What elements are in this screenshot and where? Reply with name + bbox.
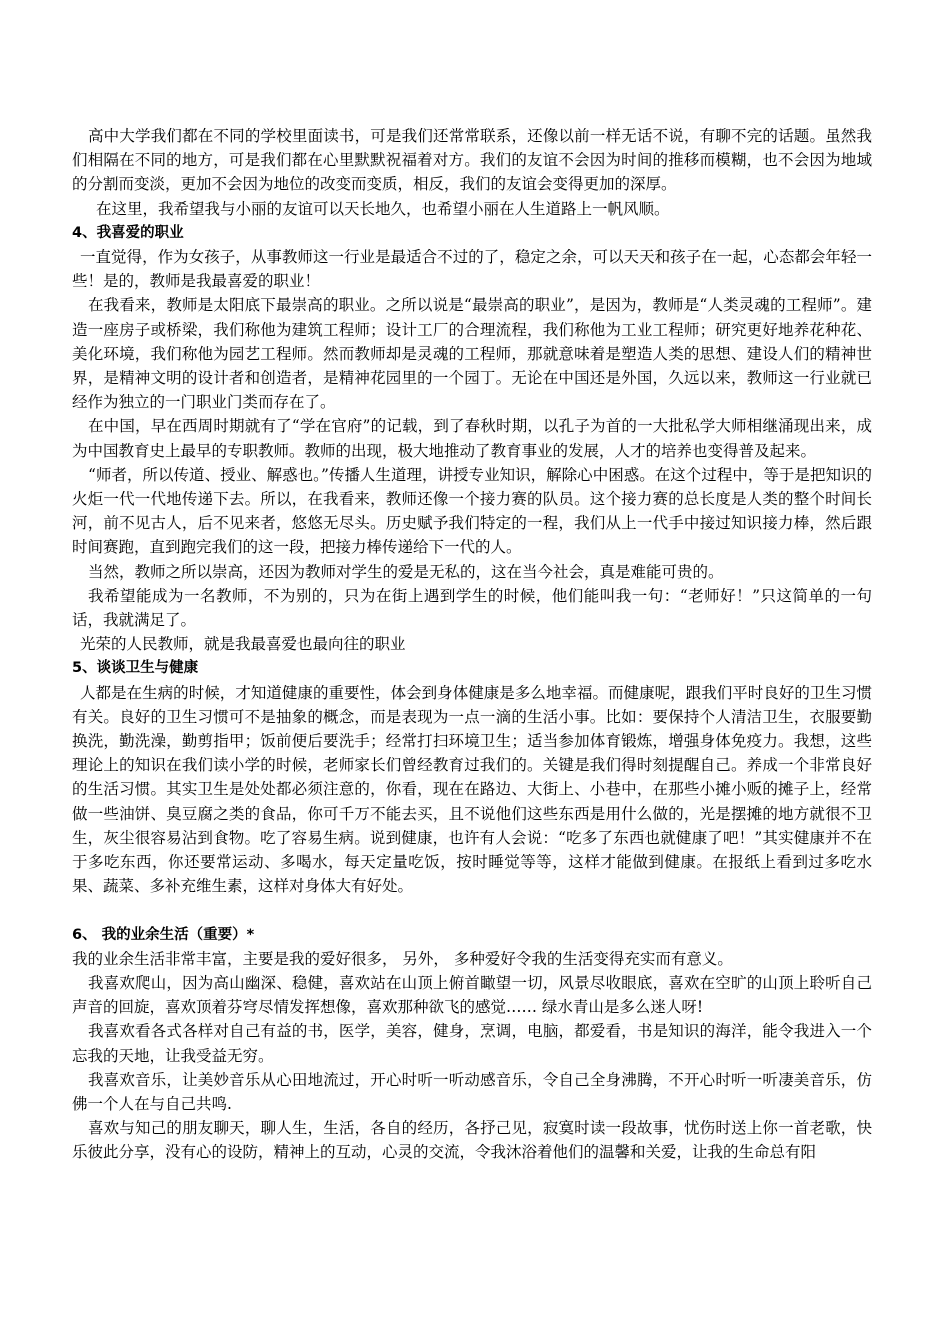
- section-6-paragraph: 喜欢与知己的朋友聊天，聊人生，生活，各自的经历，各抒己见，寂寞时读一段故事，忧伤时送上你一首老歌，快乐彼此分享，没有心的设防，精神上的互动，心灵的交流，令我沐浴着他们的温馨和关爱，让我的生命总有阳: [72, 1119, 872, 1162]
- section-4-paragraph: 当然，教师之所以崇高，还因为教师对学生的爱是无私的，这在当今社会，真是难能可贵的。: [88, 562, 724, 581]
- section-4-paragraph: 在我看来，教师是太阳底下最崇高的职业。之所以说是“最崇高的职业”，是因为，教师是“人类灵魂的工程师”。建造一座房子或桥梁，我们称他为建筑工程师；设计工厂的合理流程，我们称他为工业工程师；研究更好地养花种花、美化环境，我们称他为园艺工程师。然而教师却是灵魂的工程师，那就意味着是塑造人类的思想、建设人们的精神世界，是精神文明的设计者和创造者，是精神花园里的一个园丁。无论在中国还是外国，久远以来，教师这一行业就已经作为独立的一门职业门类而存在了。: [72, 296, 872, 412]
- section-6-title: 6、 我的业余生活（重要）*: [72, 926, 255, 943]
- document-page: [72, 124, 872, 1165]
- section-5-paragraph: 人都是在生病的时候，才知道健康的重要性，体会到身体健康是多么地幸福。而健康呢，跟我们平时良好的卫生习惯有关。良好的卫生习惯可不是抽象的概念，而是表现为一点一滴的生活小事。比如：要保持个人清洁卫生，衣服要勤换洗，勤洗澡，勤剪指甲；饭前便后要洗手；经常打扫环境卫生；适当参加体育锻炼，增强身体免疫力。我想，这些理论上的知识在我们读小学的时候，老师家长们曾经教育过我们的。关键是我们得时刻提醒自己。养成一个非常良好的生活习惯。其实卫生是处处都必须注意的，你看，现在在路边、大街上、小巷中，在那些小摊小贩的摊子上，经常做一些油饼、臭豆腐之类的食品，你可千万不能去买，且不说他们这些东西是用什么做的，光是摆摊的地方就很不卫生，灰尘很容易沾到食物。吃了容易生病。说到健康，也许有人会说：“吃多了东西也就健康了吧！”其实健康并不在于多吃东西，你还要常运动、多喝水，每天定量吃饭，按时睡觉等等，这样才能做到健康。在报纸上看到过多吃水果、蔬菜、多补充维生素，这样对身体大有好处。: [72, 683, 872, 896]
- section-4-paragraph: “师者，所以传道、授业、解惑也。”传播人生道理，讲授专业知识，解除心中困惑。在这个过程中，等于是把知识的火炬一代一代地传递下去。所以，在我看来，教师还像一个接力赛的队员。这个接力赛的总长度是人类的整个时间长河，前不见古人，后不见来者，悠悠无尽头。历史赋予我们特定的一程，我们从上一代手中接过知识接力棒，然后跟时间赛跑，直到跑完我们的这一段，把接力棒传递给下一代的人。: [72, 465, 872, 557]
- paragraph-friendship: 高中大学我们都在不同的学校里面读书，可是我们还常常联系，还像以前一样无话不说，有聊不完的话题。虽然我们相隔在不同的地方，可是我们都在心里默默祝福着对方。我们的友谊不会因为时间的推移而模糊，也不会因为地域的分割而变淡，更加不会因为地位的改变而变质，相反，我们的友谊会变得更加的深厚。: [72, 127, 872, 194]
- section-5-title: 5、谈谈卫生与健康: [72, 660, 199, 677]
- section-4-paragraph: 我希望能成为一名教师，不为别的，只为在街上遇到学生的时候，他们能叫我一句：“老师好！”只这简单的一句话，我就满足了。: [72, 586, 872, 630]
- section-4-title: 4、我喜爱的职业: [72, 224, 184, 241]
- section-6-paragraph: 我喜欢爬山，因为高山幽深、稳健，喜欢站在山顶上俯首瞰望一切，风景尽收眼底，喜欢在空旷的山顶上聆听自己声音的回旋，喜欢顶着芬穹尽情发挥想像，喜欢那种欲飞的感觉…… 绿水青山是多么迷人呀!: [72, 973, 872, 1017]
- section-6-paragraph: 我的业余生活非常丰富，主要是我的爱好很多， 另外， 多种爱好令我的生活变得充实而有意义。: [72, 949, 733, 968]
- section-4-paragraph: 在中国，早在西周时期就有了“学在官府”的记载，到了春秋时期，以孔子为首的一大批私学大师相继涌现出来，成为中国教育史上最早的专职教师。教师的出现，极大地推动了教育事业的发展，人才的培养也变得普及起来。: [72, 417, 872, 460]
- section-6-paragraph: 我喜欢音乐，让美妙音乐从心田地流过，开心时听一听动感音乐，令自己全身沸腾，不开心时听一听凄美音乐，仿佛一个人在与自己共鸣.: [72, 1070, 872, 1113]
- section-4-paragraph: 光荣的人民教师，就是我最喜爱也最向往的职业: [80, 635, 406, 654]
- blank-line: [72, 899, 872, 923]
- paragraph-wish: 在这里，我希望我与小丽的友谊可以天长地久，也希望小丽在人生道路上一帆风顺。: [96, 199, 670, 218]
- section-4-paragraph: 一直觉得，作为女孩子，从事教师这一行业是最适合不过的了，稳定之余，可以天天和孩子在一起，心态都会年轻一些！是的，教师是我最喜爱的职业！: [72, 248, 872, 291]
- section-6-paragraph: 我喜欢看各式各样对自己有益的书，医学，美容，健身，烹调，电脑，都爱看，书是知识的海洋，能令我进入一个忘我的天地，让我受益无穷。: [72, 1022, 872, 1065]
